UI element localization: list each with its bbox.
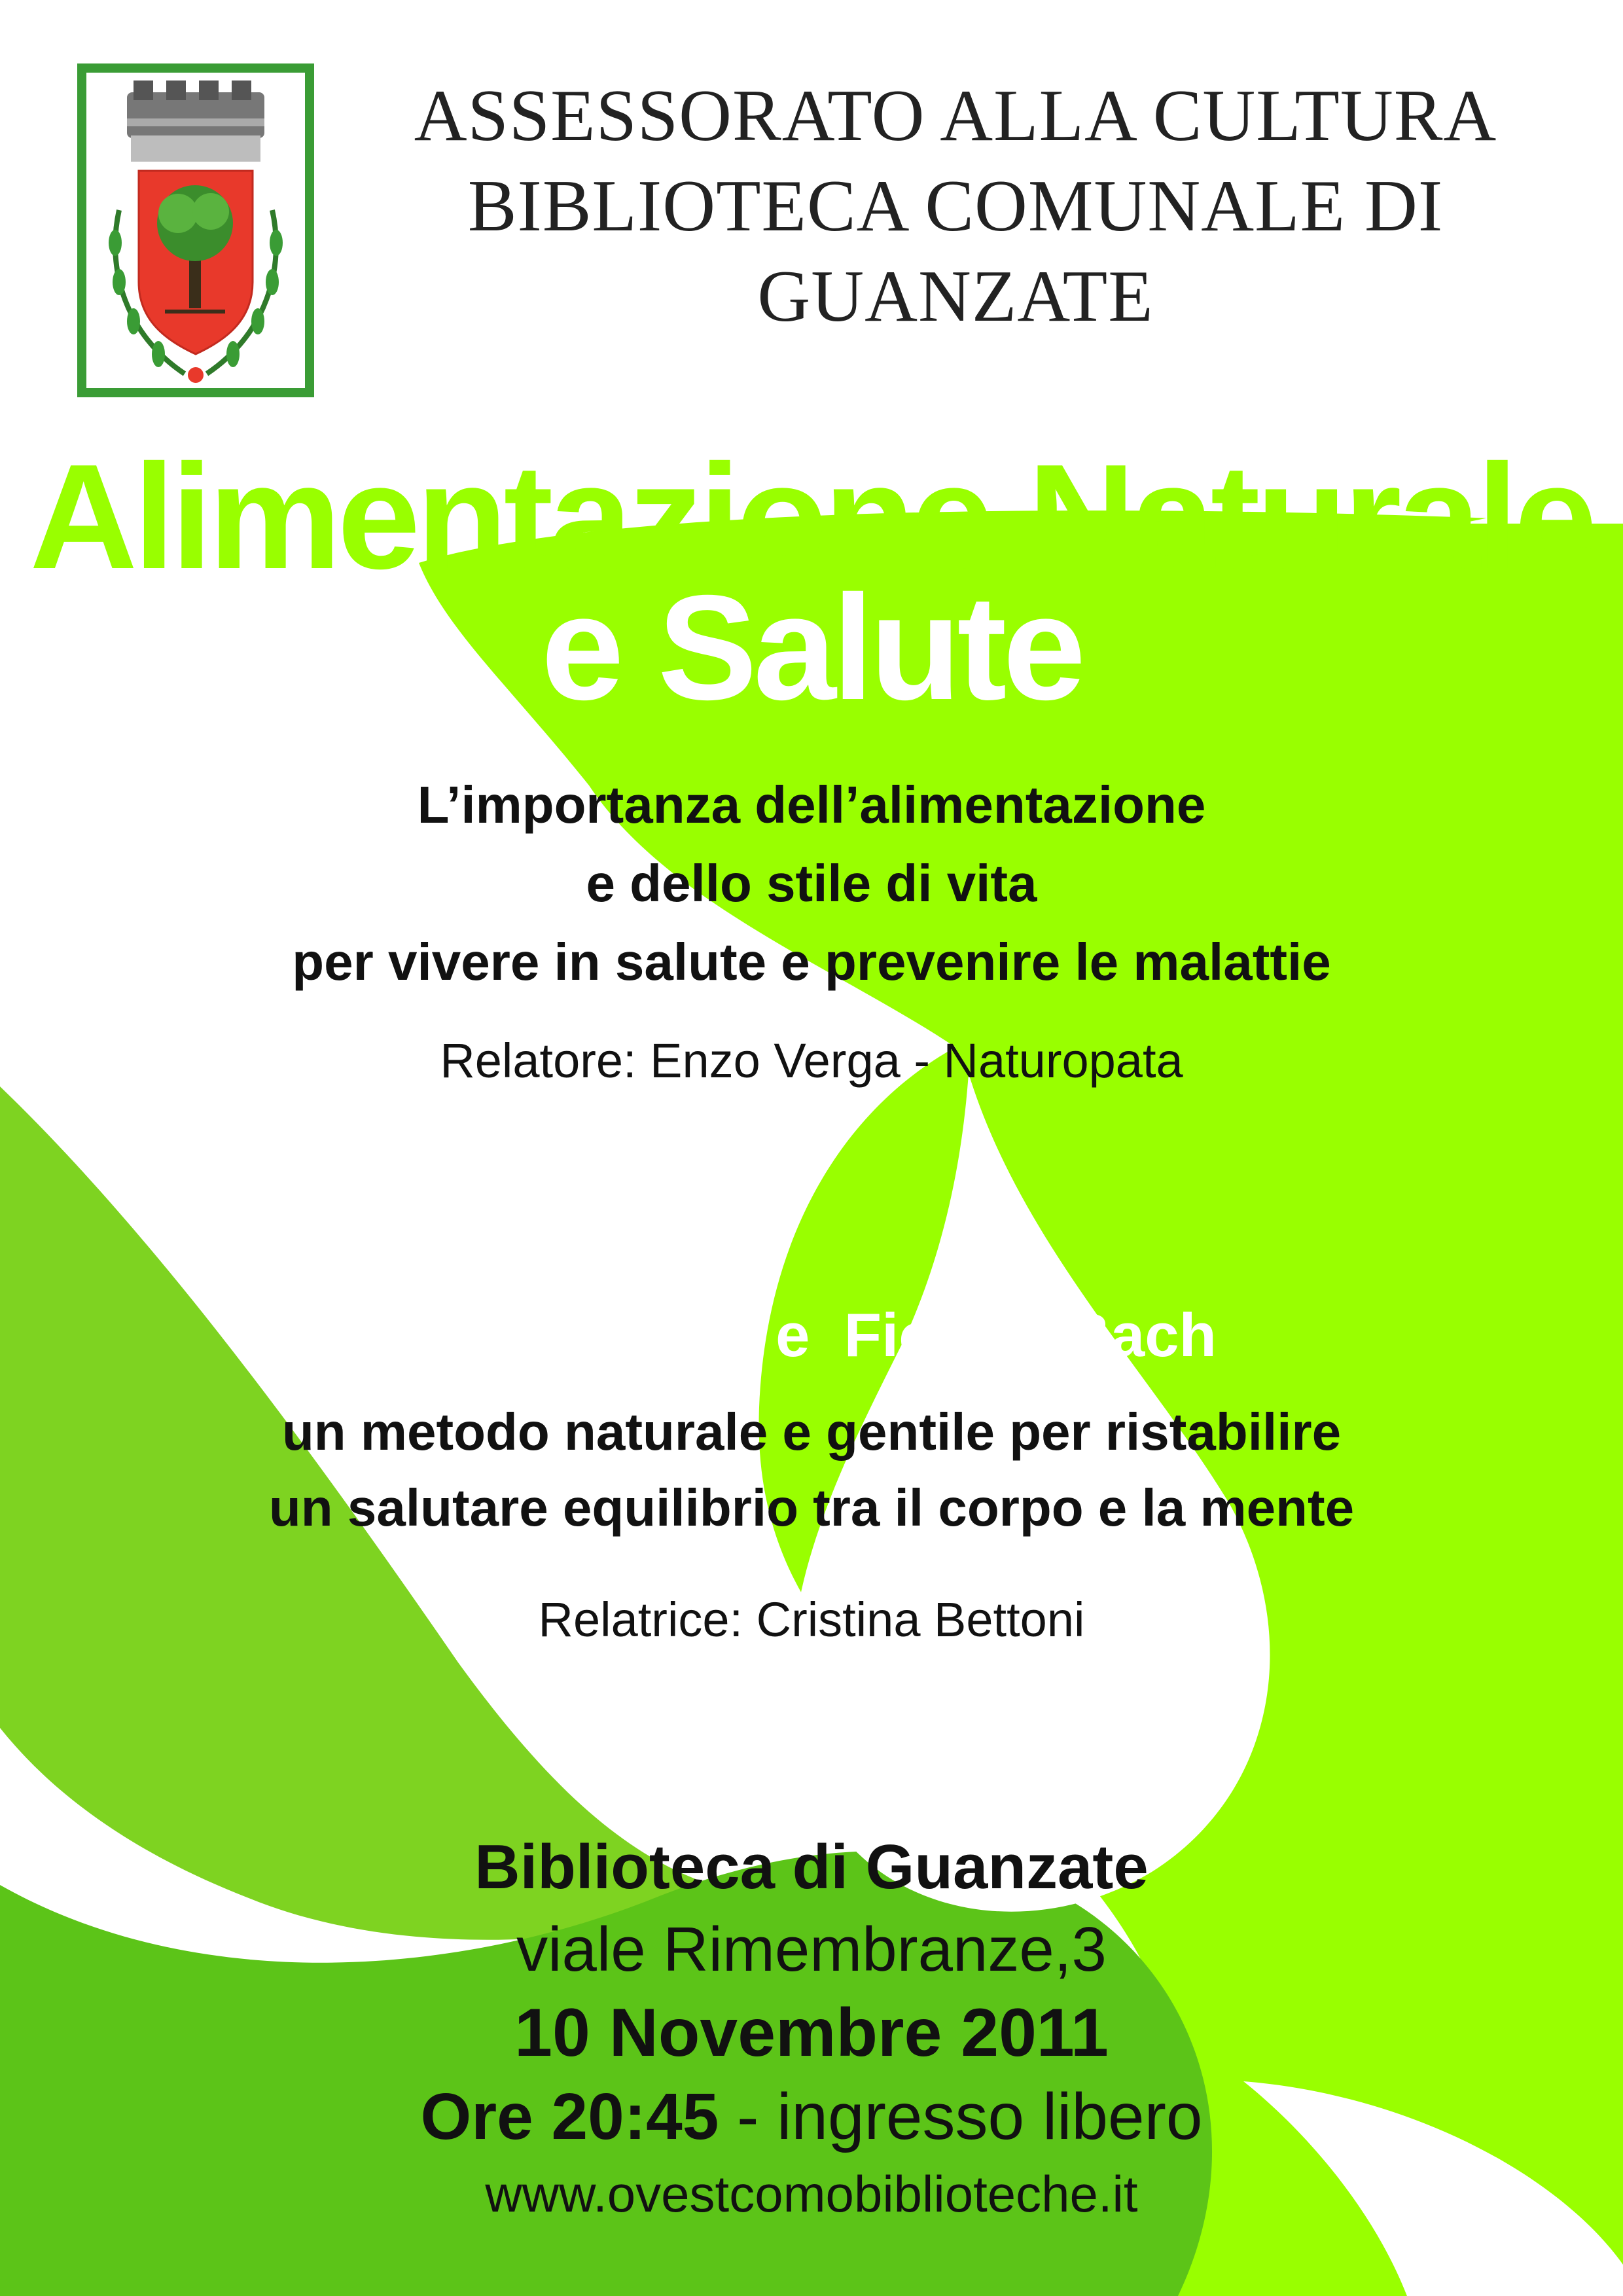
event-website-link[interactable]: www.ovestcomobiblioteche.it xyxy=(485,2165,1138,2223)
header-line-2: BIBLIOTECA COMUNALE DI xyxy=(467,166,1444,247)
main-title xyxy=(0,434,1623,731)
event-details xyxy=(0,1826,1623,2229)
crest-frame xyxy=(77,63,314,397)
talk1-line-1: L’importanza dell’alimentazione xyxy=(417,776,1206,834)
event-time: Ore 20:45 xyxy=(420,2080,719,2153)
talk1-line-2: e dello stile di vita xyxy=(586,854,1037,912)
title-line-1: Alimentazione Naturale xyxy=(29,434,1594,600)
coat-of-arms-icon xyxy=(86,73,305,388)
talk1-description xyxy=(0,766,1623,1001)
talk2-heading: Floriterapia e Fiori di Bach xyxy=(406,1300,1217,1369)
event-time-row xyxy=(0,2075,1623,2159)
talk2-line-2: un salutare equilibrio tra il corpo e la mente xyxy=(268,1479,1355,1537)
event-date: 10 Novembre 2011 xyxy=(514,1995,1109,2071)
header-line-1: ASSESSORATO ALLA CULTURA xyxy=(414,75,1497,156)
institution-header xyxy=(327,71,1584,342)
header-line-3: GUANZATE xyxy=(757,256,1154,337)
talk1-line-3: per vivere in salute e prevenire le malattie xyxy=(292,933,1331,991)
event-venue: Biblioteca di Guanzate xyxy=(474,1832,1149,1902)
talk2-line-1: un metodo naturale e gentile per ristabilire xyxy=(281,1403,1342,1461)
event-time-note: - ingresso libero xyxy=(719,2080,1203,2153)
talk1-speaker: Relatore: Enzo Verga - Naturopata xyxy=(440,1033,1183,1088)
event-address: viale Rimembranze,3 xyxy=(516,1914,1107,1984)
talk2-description xyxy=(0,1394,1623,1546)
title-line-2: e Salute xyxy=(541,565,1082,731)
talk2-speaker: Relatrice: Cristina Bettoni xyxy=(538,1592,1085,1647)
